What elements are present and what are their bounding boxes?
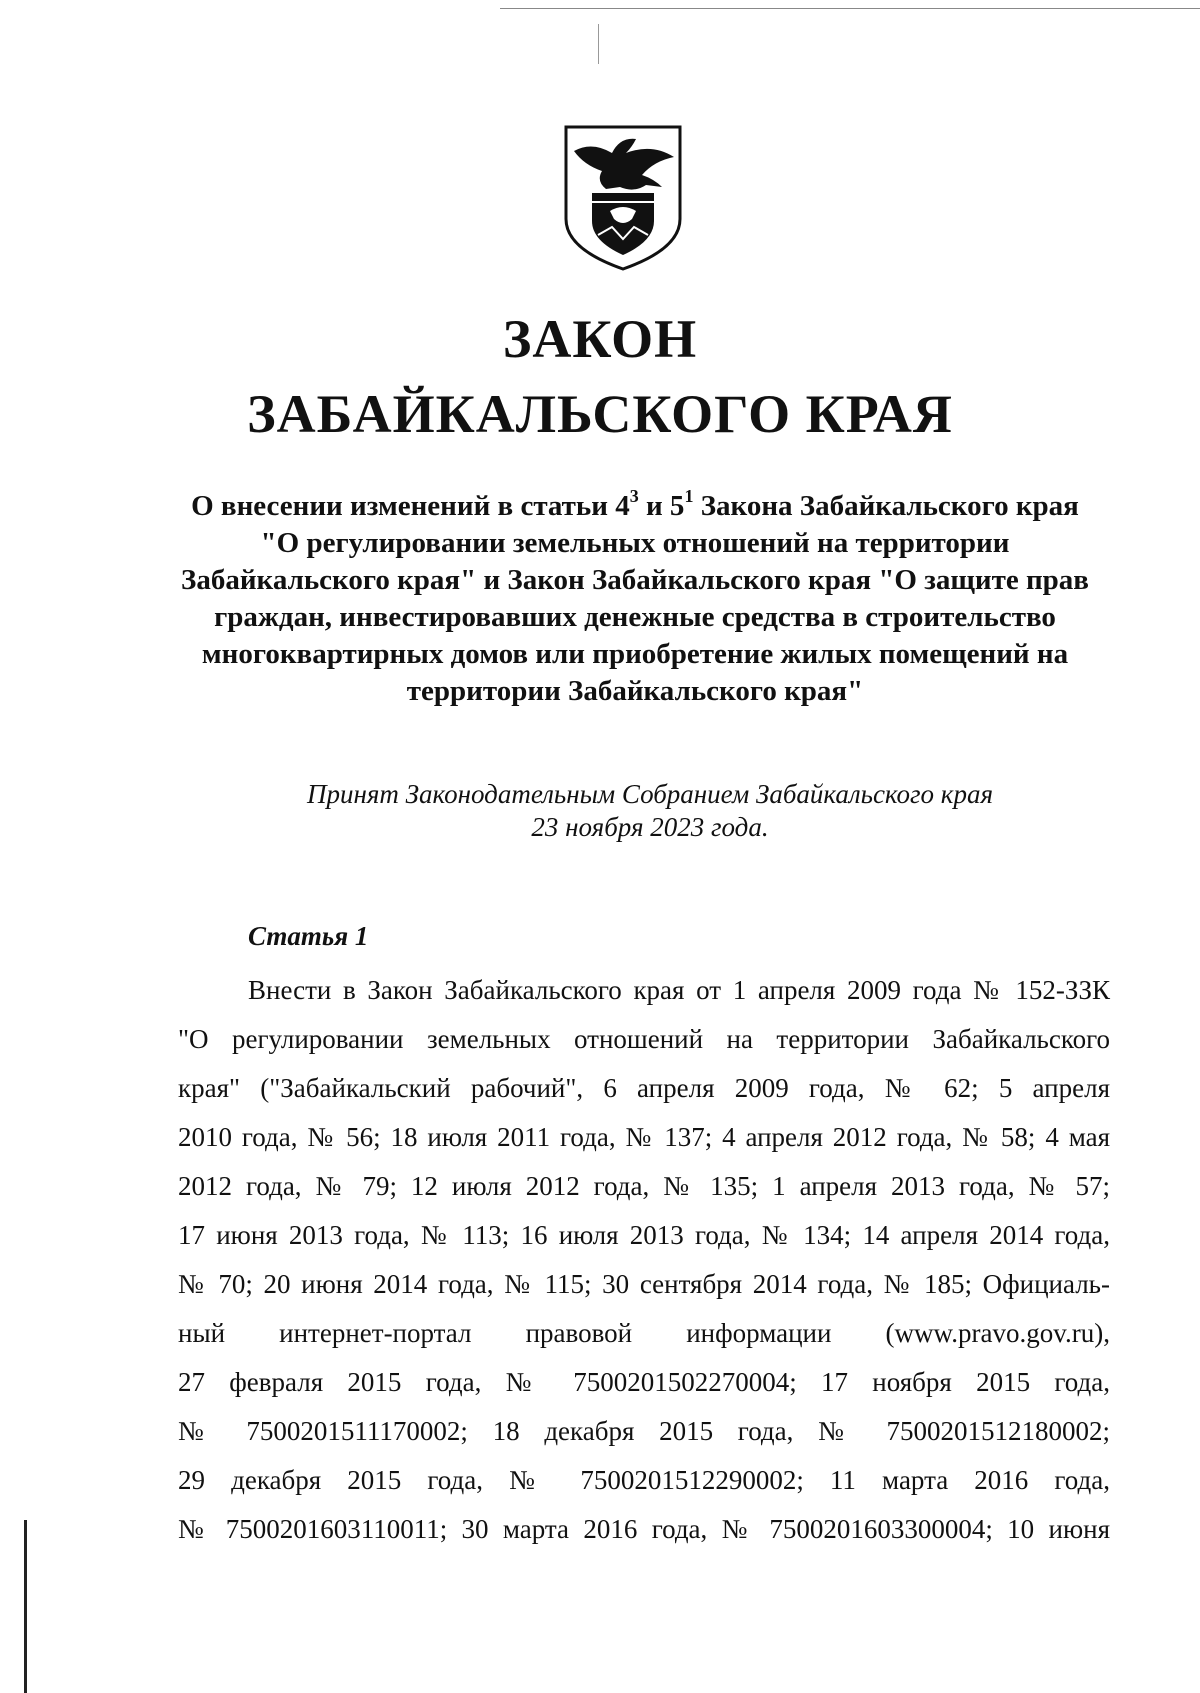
body-line: 17 июня 2013 года, № 113; 16 июля 2013 года, № 134; 14 апреля 2014 года, bbox=[178, 1220, 1110, 1250]
subject-text-part: О внесении изменений в статьи 4 bbox=[191, 490, 630, 522]
body-line: 27 февраля 2015 года, № 7500201502270004; 17 ноября 2015 года, bbox=[178, 1367, 1110, 1397]
superscript: 3 bbox=[629, 486, 639, 507]
scan-artifact-tick bbox=[598, 24, 599, 64]
article-body bbox=[178, 966, 1110, 1554]
body-line: "О регулировании земельных отношений на территории Забайкальского bbox=[178, 1024, 1110, 1054]
body-line: 2012 года, № 79; 12 июля 2012 года, № 135; 1 апреля 2013 года, № 57; bbox=[178, 1171, 1110, 1201]
adoption-line: Принят Законодательным Собранием Забайкальского края bbox=[306, 779, 993, 809]
scan-artifact-edge bbox=[24, 1520, 27, 1693]
scan-artifact-line bbox=[500, 8, 1200, 9]
document-title-region: ЗАБАЙКАЛЬСКОГО КРАЯ bbox=[247, 384, 953, 444]
body-line: ный интернет-портал правовой информации (www.pravo.gov.ru), bbox=[178, 1318, 1110, 1348]
body-line: Внести в Закон Забайкальского края от 1 апреля 2009 года № 152-ЗЗК bbox=[248, 975, 1110, 1005]
subject-text-part: и 5 bbox=[638, 490, 685, 522]
subject-text-part: Закона Забайкальского края "О регулировании земельных отношений на территории Забайкальского края" и Закон Забайкальского края "О защите прав граждан, инвестировавших денежные средства в строительство многоквартирных домов или приобретение жилых помещений на территории Забайкальского края" bbox=[181, 490, 1089, 707]
body-line: № 7500201511170002; 18 декабря 2015 года, № 7500201512180002; bbox=[178, 1416, 1110, 1446]
body-line: края" ("Забайкальский рабочий", 6 апреля 2009 года, № 62; 5 апреля bbox=[178, 1073, 1110, 1103]
body-line: 2010 года, № 56; 18 июля 2011 года, № 137; 4 апреля 2012 года, № 58; 4 мая bbox=[178, 1122, 1110, 1152]
coat-of-arms-icon bbox=[562, 123, 684, 271]
superscript: 1 bbox=[684, 486, 694, 507]
body-line: № 7500201603110011; 30 марта 2016 года, № 7500201603300004; 10 июня bbox=[178, 1514, 1110, 1544]
adoption-date: 23 ноября 2023 года. bbox=[531, 812, 769, 842]
article-heading: Статья 1 bbox=[248, 921, 369, 951]
body-line: 29 декабря 2015 года, № 7500201512290002; 11 марта 2016 года, bbox=[178, 1465, 1110, 1495]
body-line: № 70; 20 июня 2014 года, № 115; 30 сентября 2014 года, № 185; Официаль- bbox=[178, 1269, 1110, 1299]
adoption-note bbox=[200, 778, 1100, 844]
document-title: ЗАКОН bbox=[502, 309, 698, 369]
law-subject bbox=[170, 488, 1100, 710]
